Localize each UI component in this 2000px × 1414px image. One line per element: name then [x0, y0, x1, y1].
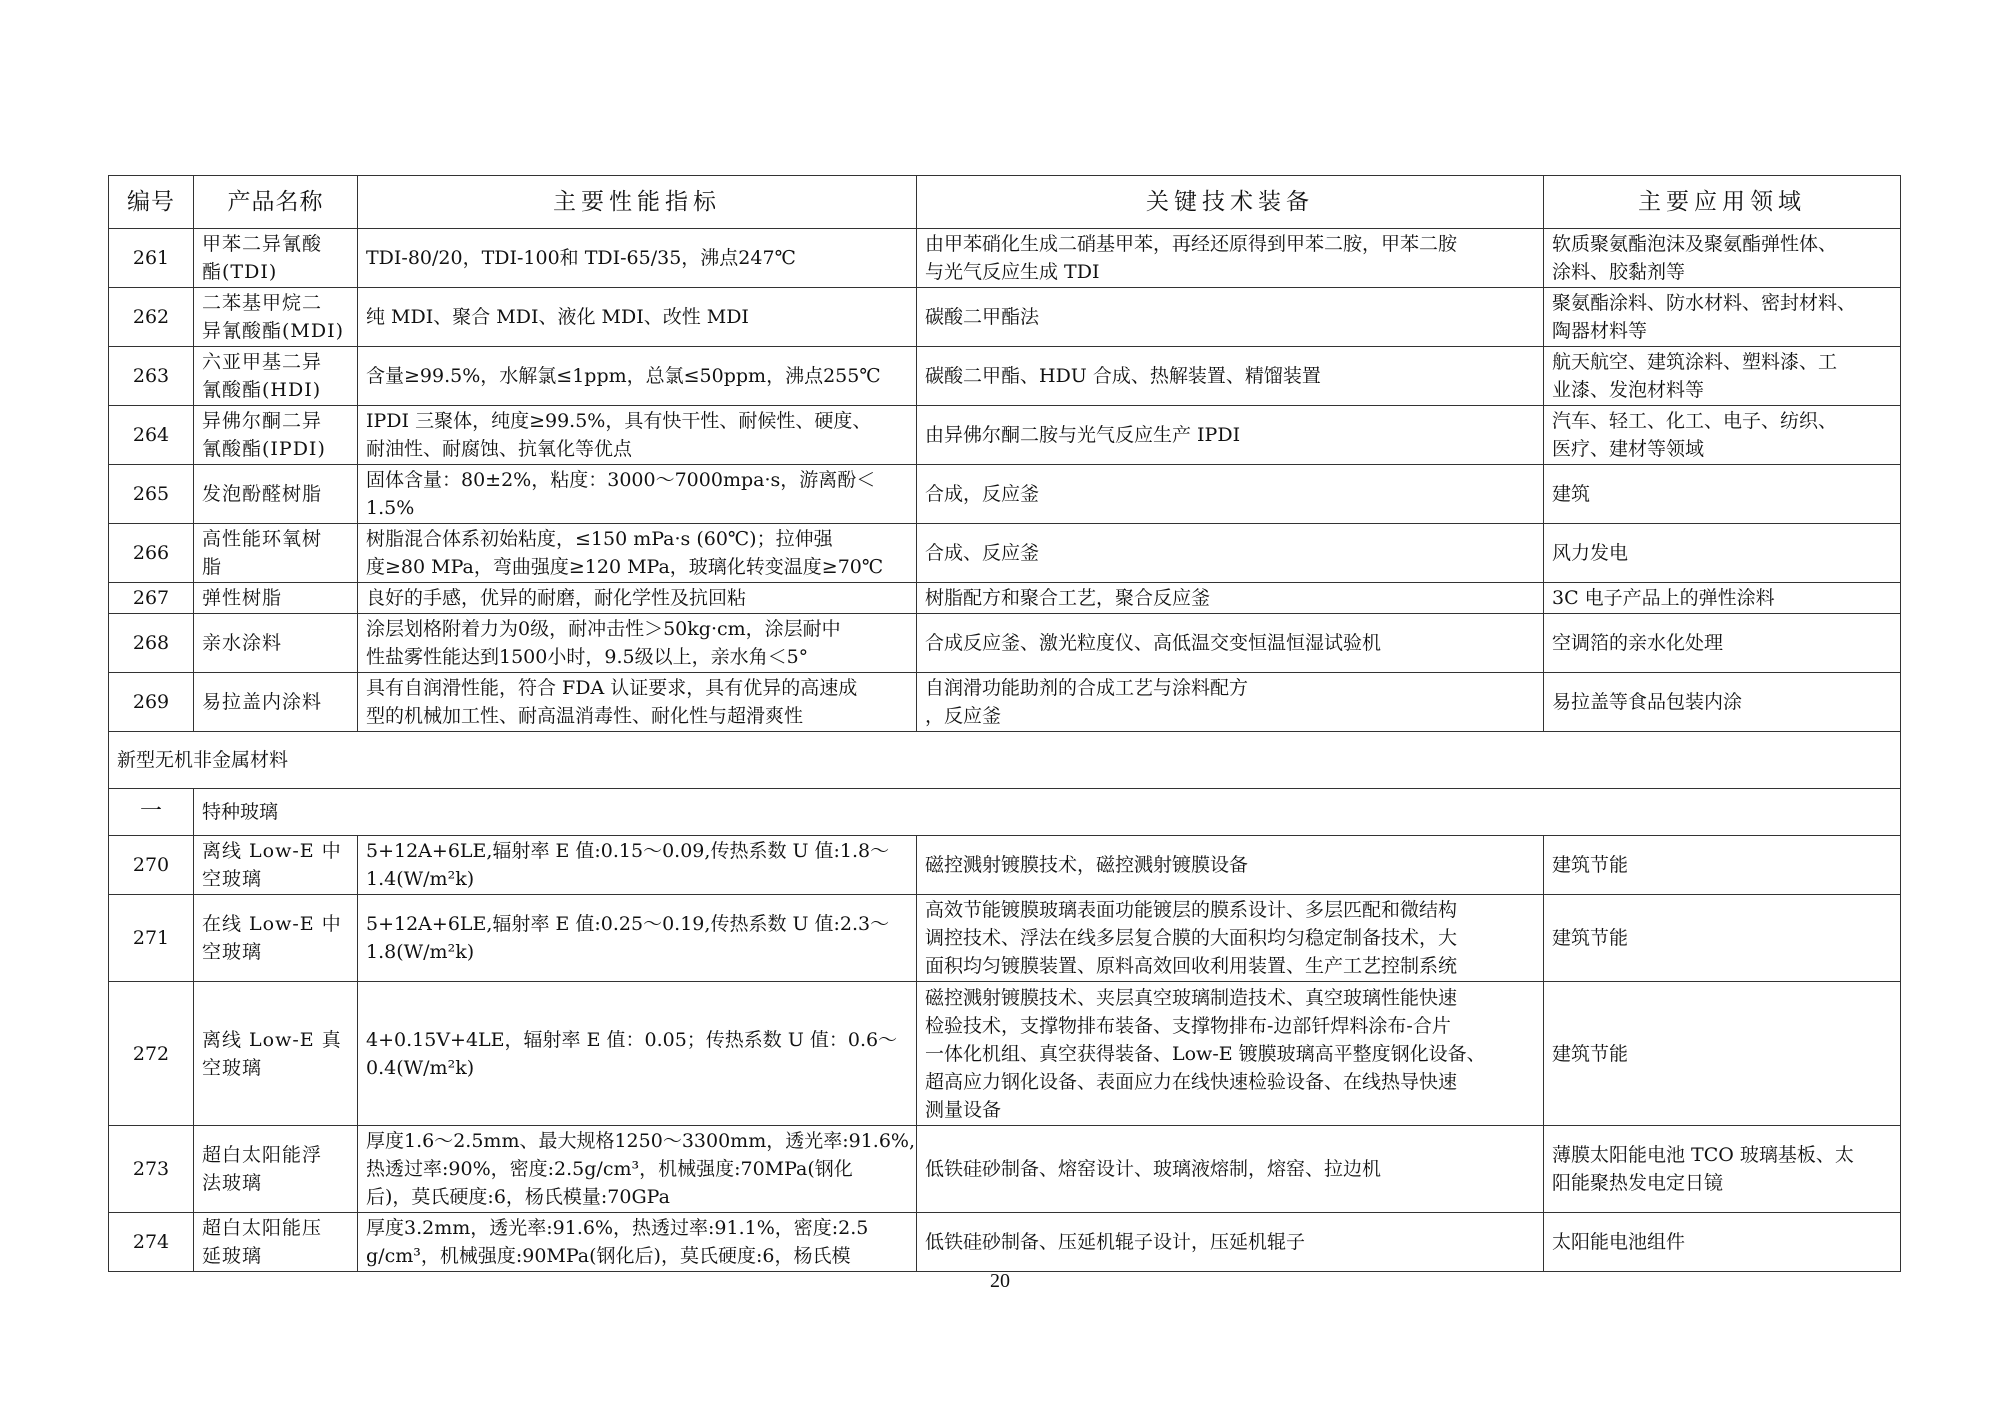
- header-performance: 主要性能指标: [358, 176, 917, 229]
- cell-line: 汽车、轻工、化工、电子、纺织、: [1552, 410, 1838, 432]
- cell-line: 医疗、建材等领域: [1552, 438, 1705, 460]
- application-field: [1544, 524, 1901, 583]
- product-table: [108, 175, 1901, 1272]
- cell-line: 碳酸二甲酯法: [925, 306, 1040, 328]
- table-row: [109, 583, 1901, 614]
- cell-line: 度≥80 MPa，弯曲强度≥120 MPa，玻璃化转变温度≥70℃: [366, 556, 884, 578]
- product-number: 262: [109, 288, 194, 347]
- cell-line: 软质聚氨酯泡沫及聚氨酯弹性体、: [1552, 233, 1838, 255]
- cell-line: 业漆、发泡材料等: [1552, 379, 1705, 401]
- application-field: [1544, 673, 1901, 732]
- cell-line: 建筑: [1552, 483, 1591, 505]
- cell-line: 延玻璃: [202, 1245, 263, 1267]
- header-equipment: 关键技术装备: [917, 176, 1544, 229]
- cell-line: 自润滑功能助剂的合成工艺与涂料配方: [925, 677, 1249, 699]
- header-product-name: 产品名称: [194, 176, 358, 229]
- product-name: [194, 229, 358, 288]
- cell-line: 超白太阳能浮: [202, 1144, 323, 1166]
- cell-line: 脂: [202, 556, 223, 578]
- application-field: [1544, 1213, 1901, 1272]
- application-field: [1544, 1126, 1901, 1213]
- product-number: 274: [109, 1213, 194, 1272]
- table-row: [109, 1213, 1901, 1272]
- application-field: [1544, 836, 1901, 895]
- application-field: [1544, 406, 1901, 465]
- cell-line: 合成，反应釜: [925, 483, 1040, 505]
- cell-line: 耐油性、耐腐蚀、抗氧化等优点: [366, 438, 633, 460]
- subsection-title: 特种玻璃: [194, 789, 1901, 836]
- performance-indicators: [358, 288, 917, 347]
- cell-line: 二苯基甲烷二: [202, 292, 323, 314]
- cell-line: 树脂配方和聚合工艺，聚合反应釜: [925, 587, 1211, 609]
- cell-line: 空玻璃: [202, 941, 263, 963]
- key-equipment: [917, 288, 1544, 347]
- cell-line: 含量≥99.5%，水解氯≤1ppm，总氯≤50ppm，沸点255℃: [366, 365, 881, 387]
- application-field: [1544, 895, 1901, 982]
- application-field: [1544, 982, 1901, 1126]
- cell-line: 由甲苯硝化生成二硝基甲苯，再经还原得到甲苯二胺，甲苯二胺: [925, 233, 1458, 255]
- performance-indicators: [358, 982, 917, 1126]
- product-name: [194, 982, 358, 1126]
- cell-line: 发泡酚醛树脂: [202, 483, 323, 505]
- product-number: 261: [109, 229, 194, 288]
- cell-line: g/cm³，机械强度:90MPa(钢化后)，莫氏硬度:6，杨氏模: [366, 1245, 851, 1267]
- cell-line: 超白太阳能压: [202, 1217, 323, 1239]
- performance-indicators: [358, 614, 917, 673]
- cell-line: 3C 电子产品上的弹性涂料: [1552, 587, 1775, 609]
- key-equipment: [917, 673, 1544, 732]
- cell-line: 在线 Low-E 中: [202, 913, 342, 935]
- header-application: 主要应用领域: [1544, 176, 1901, 229]
- key-equipment: [917, 1213, 1544, 1272]
- cell-line: 建筑节能: [1552, 1042, 1629, 1065]
- key-equipment: [917, 229, 1544, 288]
- product-name: [194, 673, 358, 732]
- application-field: [1544, 229, 1901, 288]
- cell-line: 厚度1.6～2.5mm、最大规格1250～3300mm，透光率:91.6%,: [366, 1130, 916, 1152]
- product-name: [194, 1213, 358, 1272]
- application-field: [1544, 614, 1901, 673]
- cell-line: 陶器材料等: [1552, 320, 1648, 342]
- cell-line: ，反应釜: [925, 705, 1002, 727]
- cell-line: 5+12A+6LE,辐射率 E 值:0.25～0.19,传热系数 U 值:2.3～: [366, 913, 890, 935]
- performance-indicators: [358, 895, 917, 982]
- cell-line: 弹性树脂: [202, 587, 283, 609]
- product-name: [194, 1126, 358, 1213]
- subsection-row: [109, 789, 1901, 836]
- cell-line: 高效节能镀膜玻璃表面功能镀层的膜系设计、多层匹配和微结构: [925, 899, 1458, 921]
- cell-line: 聚氨酯涂料、防水材料、密封材料、: [1552, 292, 1857, 314]
- cell-line: 航天航空、建筑涂料、塑料漆、工: [1552, 351, 1838, 373]
- section-body: [109, 732, 1901, 836]
- cell-line: 空玻璃: [202, 868, 263, 890]
- cell-line: 热透过率:90%，密度:2.5g/cm³，机械强度:70MPa(钢化: [366, 1158, 853, 1180]
- key-equipment: [917, 614, 1544, 673]
- performance-indicators: [358, 524, 917, 583]
- key-equipment: [917, 465, 1544, 524]
- subsection-number: 一: [109, 789, 194, 836]
- product-name: [194, 288, 358, 347]
- product-number: 266: [109, 524, 194, 583]
- cell-line: 酯(TDI): [202, 261, 278, 283]
- table-row: [109, 347, 1901, 406]
- application-field: [1544, 288, 1901, 347]
- performance-indicators: [358, 836, 917, 895]
- cell-line: 超高应力钢化设备、表面应力在线快速检验设备、在线热导快速: [925, 1070, 1458, 1093]
- cell-line: 涂料、胶黏剂等: [1552, 261, 1686, 283]
- product-name: [194, 406, 358, 465]
- table-body-a: [109, 229, 1901, 732]
- cell-line: 亲水涂料: [202, 632, 283, 654]
- performance-indicators: [358, 229, 917, 288]
- header-no: 编号: [109, 176, 194, 229]
- performance-indicators: [358, 1213, 917, 1272]
- cell-line: 后)，莫氏硬度:6，杨氏模量:70GPa: [366, 1186, 670, 1208]
- product-number: 271: [109, 895, 194, 982]
- cell-line: 检验技术，支撑物排布装备、支撑物排布-边部钎焊料涂布-合片: [925, 1014, 1451, 1037]
- product-number: 269: [109, 673, 194, 732]
- cell-line: 性盐雾性能达到1500小时，9.5级以上，亲水角＜5°: [366, 646, 809, 668]
- cell-line: 5+12A+6LE,辐射率 E 值:0.15～0.09,传热系数 U 值:1.8～: [366, 840, 890, 862]
- cell-line: 与光气反应生成 TDI: [925, 261, 1100, 283]
- cell-line: 由异佛尔酮二胺与光气反应生产 IPDI: [925, 424, 1241, 446]
- table-row: [109, 288, 1901, 347]
- table-row: [109, 524, 1901, 583]
- table-header-row: [109, 176, 1901, 229]
- product-number: 267: [109, 583, 194, 614]
- cell-line: 高性能环氧树: [202, 528, 323, 550]
- key-equipment: [917, 982, 1544, 1126]
- cell-line: 固体含量：80±2%，粘度：3000～7000mpa·s，游离酚＜: [366, 469, 876, 491]
- cell-line: 易拉盖内涂料: [202, 691, 323, 713]
- application-field: [1544, 465, 1901, 524]
- table-row: [109, 406, 1901, 465]
- product-name: [194, 524, 358, 583]
- section-row: [109, 732, 1901, 789]
- section-title: 新型无机非金属材料: [109, 732, 1901, 789]
- application-field: [1544, 583, 1901, 614]
- key-equipment: [917, 406, 1544, 465]
- table-row: [109, 673, 1901, 732]
- cell-line: 1.8(W/m²k): [366, 941, 475, 963]
- cell-line: 建筑节能: [1552, 927, 1629, 949]
- cell-line: 空调箔的亲水化处理: [1552, 632, 1724, 654]
- key-equipment: [917, 524, 1544, 583]
- cell-line: 一体化机组、真空获得装备、Low-E 镀膜玻璃高平整度钢化设备、: [925, 1042, 1486, 1065]
- cell-line: 4+0.15V+4LE，辐射率 E 值：0.05；传热系数 U 值：0.6～: [366, 1028, 898, 1051]
- cell-line: 1.5%: [366, 497, 415, 519]
- product-number: 270: [109, 836, 194, 895]
- table-row: [109, 982, 1901, 1126]
- page-number: 20: [990, 1270, 1010, 1292]
- cell-line: 磁控溅射镀膜技术，磁控溅射镀膜设备: [925, 854, 1249, 876]
- table-row: [109, 614, 1901, 673]
- cell-line: 异佛尔酮二异: [202, 410, 323, 432]
- performance-indicators: [358, 673, 917, 732]
- cell-line: IPDI 三聚体，纯度≥99.5%，具有快干性、耐候性、硬度、: [366, 410, 872, 432]
- table-row: [109, 465, 1901, 524]
- cell-line: 异氰酸酯(MDI): [202, 320, 345, 342]
- performance-indicators: [358, 465, 917, 524]
- application-field: [1544, 347, 1901, 406]
- cell-line: 六亚甲基二异: [202, 351, 323, 373]
- cell-line: 低铁硅砂制备、熔窑设计、玻璃液熔制，熔窑、拉边机: [925, 1158, 1382, 1180]
- product-name: [194, 895, 358, 982]
- cell-line: 测量设备: [925, 1098, 1002, 1121]
- cell-line: 0.4(W/m²k): [366, 1056, 475, 1079]
- key-equipment: [917, 347, 1544, 406]
- performance-indicators: [358, 347, 917, 406]
- cell-line: 型的机械加工性、耐高温消毒性、耐化性与超滑爽性: [366, 705, 804, 727]
- key-equipment: [917, 583, 1544, 614]
- cell-line: 低铁硅砂制备、压延机辊子设计，压延机辊子: [925, 1231, 1306, 1253]
- key-equipment: [917, 1126, 1544, 1213]
- product-number: 263: [109, 347, 194, 406]
- cell-line: 太阳能电池组件: [1552, 1231, 1686, 1253]
- cell-line: TDI-80/20，TDI-100和 TDI-65/35，沸点247℃: [366, 247, 796, 269]
- product-number: 268: [109, 614, 194, 673]
- cell-line: 碳酸二甲酯、HDU 合成、热解装置、精馏装置: [925, 365, 1321, 387]
- table-row: [109, 836, 1901, 895]
- key-equipment: [917, 836, 1544, 895]
- cell-line: 氰酸酯(HDI): [202, 379, 322, 401]
- cell-line: 合成、反应釜: [925, 542, 1040, 564]
- table-body-b: [109, 836, 1901, 1272]
- cell-line: 建筑节能: [1552, 854, 1629, 876]
- cell-line: 氰酸酯(IPDI): [202, 438, 326, 460]
- key-equipment: [917, 895, 1544, 982]
- cell-line: 法玻璃: [202, 1172, 263, 1194]
- cell-line: 离线 Low-E 中: [202, 840, 342, 862]
- product-number: 273: [109, 1126, 194, 1213]
- cell-line: 离线 Low-E 真: [202, 1028, 342, 1051]
- cell-line: 空玻璃: [202, 1056, 263, 1079]
- cell-line: 合成反应釜、激光粒度仪、高低温交变恒温恒湿试验机: [925, 632, 1382, 654]
- cell-line: 面积均匀镀膜装置、原料高效回收利用装置、生产工艺控制系统: [925, 955, 1458, 977]
- cell-line: 厚度3.2mm，透光率:91.6%，热透过率:91.1%，密度:2.5: [366, 1217, 869, 1239]
- product-name: [194, 614, 358, 673]
- cell-line: 风力发电: [1552, 542, 1629, 564]
- cell-line: 1.4(W/m²k): [366, 868, 475, 890]
- performance-indicators: [358, 1126, 917, 1213]
- cell-line: 薄膜太阳能电池 TCO 玻璃基板、太: [1552, 1144, 1854, 1166]
- product-name: [194, 465, 358, 524]
- cell-line: 良好的手感，优异的耐磨，耐化学性及抗回粘: [366, 587, 747, 609]
- cell-line: 易拉盖等食品包装内涂: [1552, 691, 1743, 713]
- product-name: [194, 583, 358, 614]
- cell-line: 纯 MDI、聚合 MDI、液化 MDI、改性 MDI: [366, 306, 749, 328]
- cell-line: 调控技术、浮法在线多层复合膜的大面积均匀稳定制备技术，大: [925, 927, 1458, 949]
- table-row: [109, 895, 1901, 982]
- product-number: 265: [109, 465, 194, 524]
- cell-line: 甲苯二异氰酸: [202, 233, 323, 255]
- cell-line: 磁控溅射镀膜技术、夹层真空玻璃制造技术、真空玻璃性能快速: [925, 986, 1458, 1009]
- table-row: [109, 229, 1901, 288]
- performance-indicators: [358, 406, 917, 465]
- cell-line: 涂层划格附着力为0级，耐冲击性＞50kg·cm，涂层耐中: [366, 618, 841, 640]
- cell-line: 树脂混合体系初始粘度，≤150 mPa·s (60℃)；拉伸强: [366, 528, 833, 550]
- product-name: [194, 347, 358, 406]
- table-row: [109, 1126, 1901, 1213]
- product-name: [194, 836, 358, 895]
- cell-line: 具有自润滑性能，符合 FDA 认证要求，具有优异的高速成: [366, 677, 858, 699]
- cell-line: 阳能聚热发电定日镜: [1552, 1172, 1724, 1194]
- product-number: 264: [109, 406, 194, 465]
- performance-indicators: [358, 583, 917, 614]
- product-number: 272: [109, 982, 194, 1126]
